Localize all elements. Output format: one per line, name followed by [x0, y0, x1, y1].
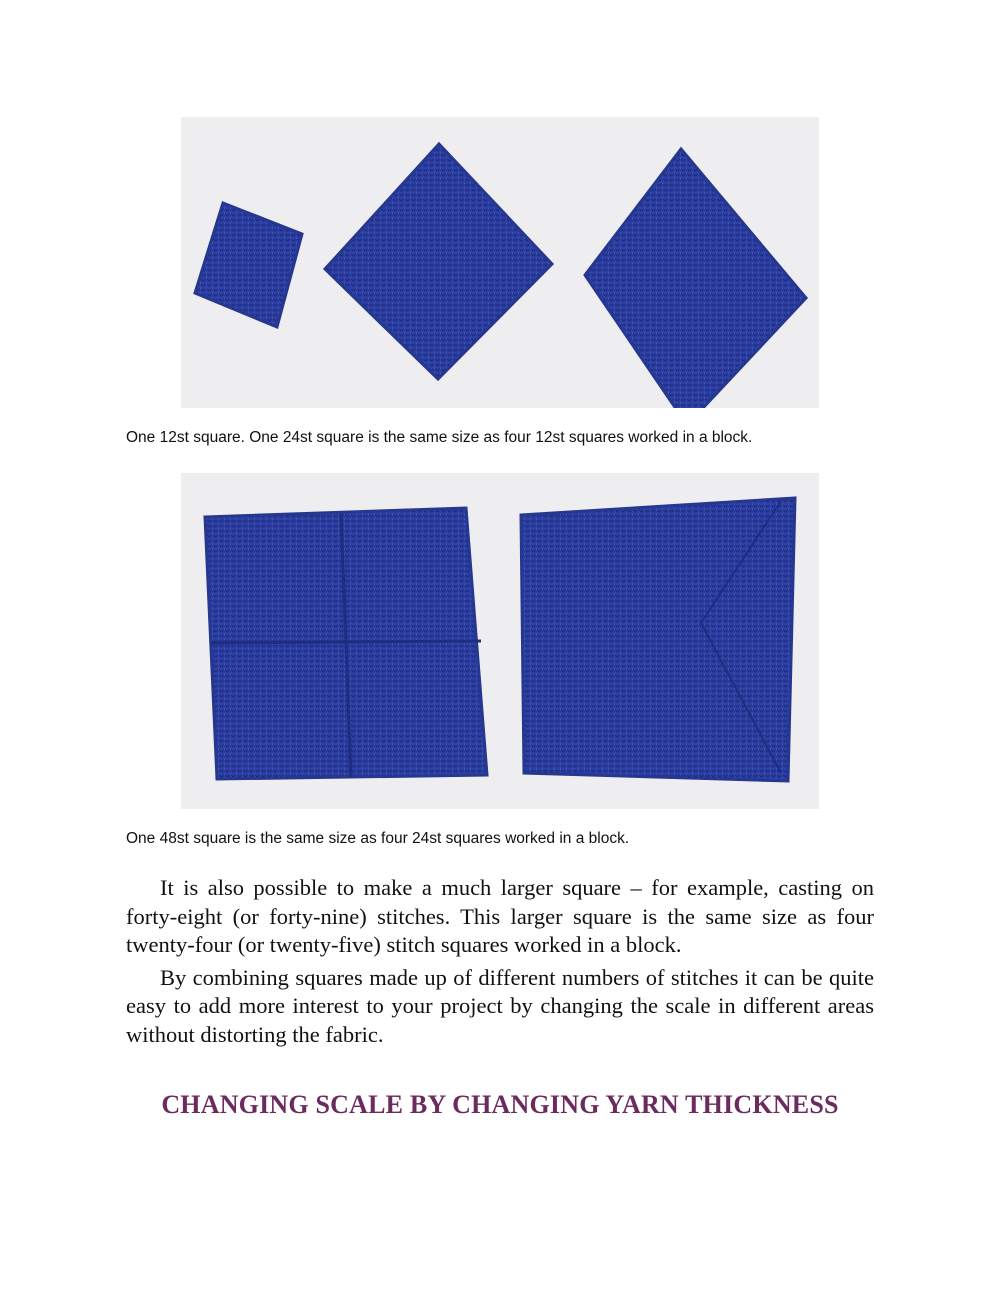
- medium-24st-square: [585, 149, 806, 408]
- figure-1-caption: One 12st square. One 24st square is the same size as four 12st squares worked in a block.: [126, 429, 753, 446]
- knitted-large-squares-photo: [181, 473, 819, 809]
- section-heading: CHANGING SCALE BY CHANGING YARN THICKNESS: [161, 1090, 839, 1119]
- figure-2-caption: One 48st square is the same size as four 24st squares worked in a block.: [126, 830, 630, 847]
- body-text: [126, 874, 874, 1053]
- knitted-squares-photo: [181, 117, 819, 408]
- large-48st-square: [521, 498, 795, 781]
- paragraph: By combining squares made up of different numbers of stitches it can be quite easy to add more interest to your project by changing the scale in different areas without distorting the fabric.: [126, 964, 874, 1047]
- knitted-large-squares-illustration: [181, 473, 819, 809]
- paragraph: It is also possible to make a much larger square – for example, casting on forty-eight (or forty-nine) stitches. This larger square is the same size as four twenty-four (or twenty-five) stitch squares worked in a block.: [126, 875, 874, 957]
- small-12st-square: [195, 203, 302, 327]
- knitted-squares-illustration: [181, 117, 819, 408]
- medium-24st-square-block: [325, 144, 552, 379]
